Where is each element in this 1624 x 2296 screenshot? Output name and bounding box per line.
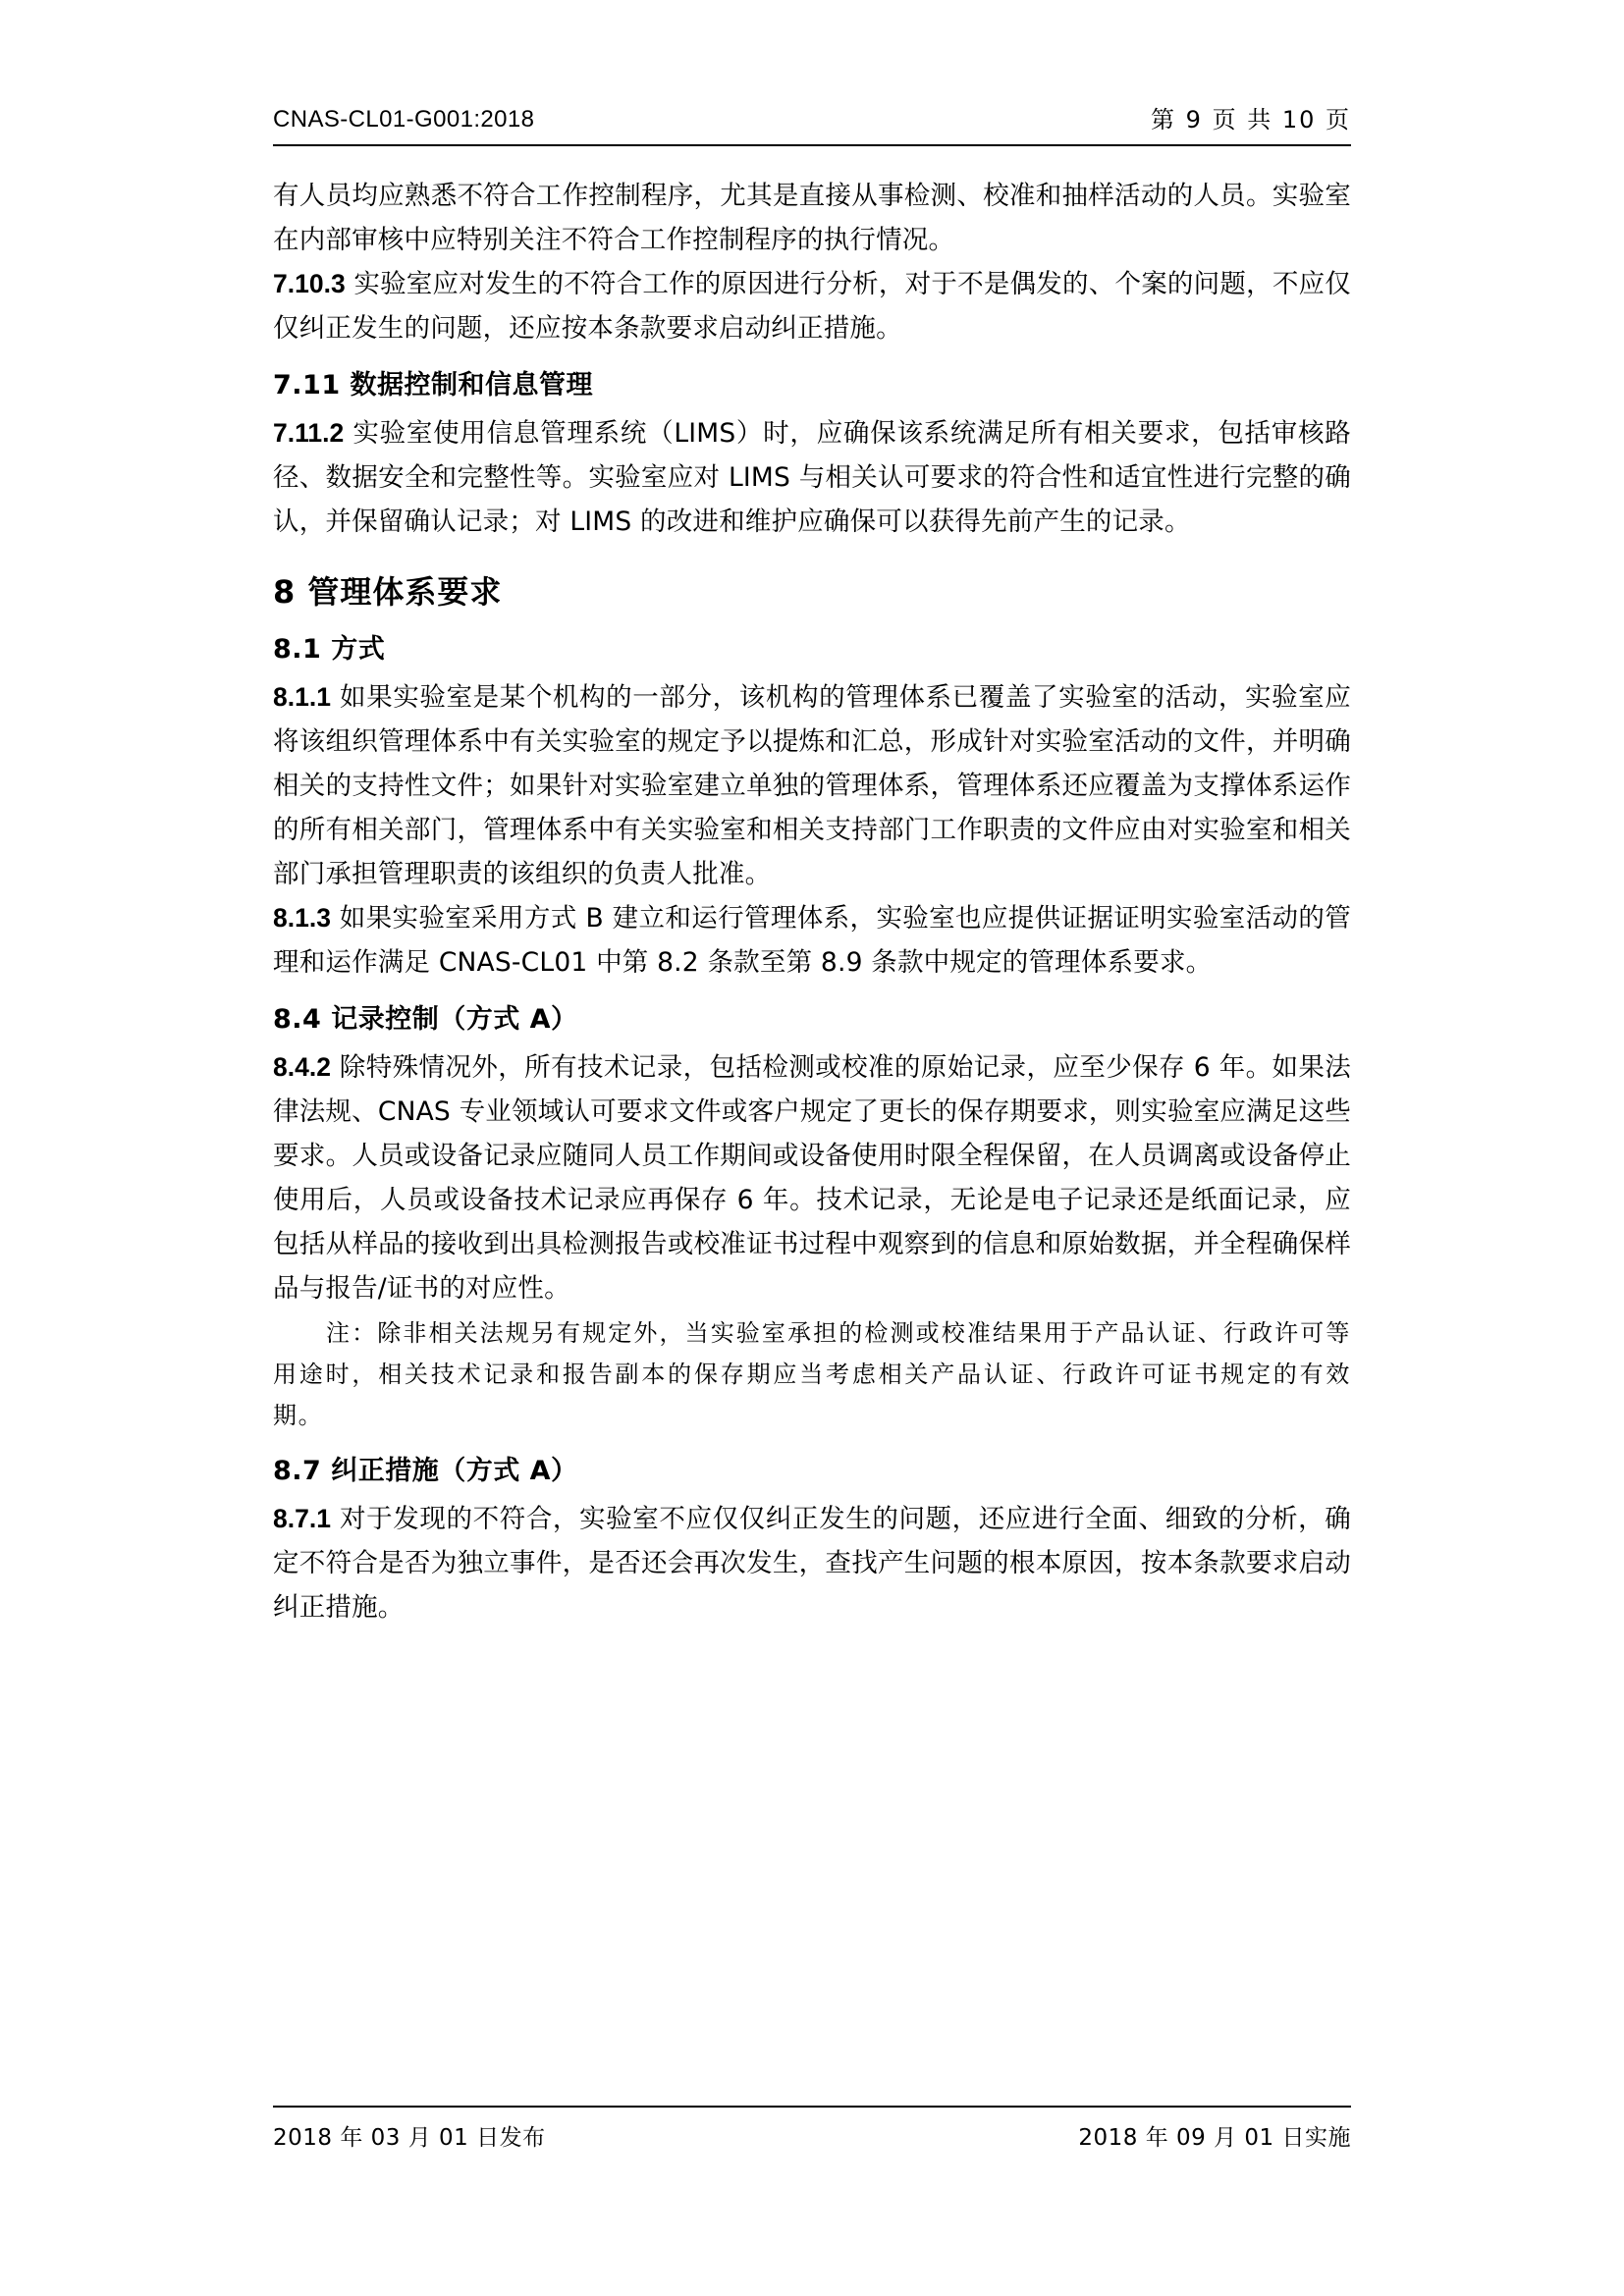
clause-text-7-11-2: 实验室使用信息管理系统（LIMS）时，应确保该系统满足所有相关要求，包括审核路径、数据安全和完整性等。实验室应对 LIMS 与相关认可要求的符合性和适宜性进行完整的确认，并保留确认记录；对 LIMS 的改进和维护应确保可以获得先前产生的记录。 [273,417,1351,537]
clause-number-8-1-1: 8.1.1 [273,681,331,712]
clause-text-8-4-2: 除特殊情况外，所有技术记录，包括检测或校准的原始记录，应至少保存 6 年。如果法律法规、CNAS 专业领域认可要求文件或客户规定了更长的保存期要求，则实验室应满足这些要求。人员或设备记录应随同人员工作期间或设备使用时限全程保留，在人员调离或设备停止使用后，人员或设备技术记录应再保存 6 年。技术记录，无论是电子记录还是纸面记录，应包括从样品的接收到出具检测报告或校准证书过程中观察到的信息和原始数据，并全程确保样品与报告/证书的对应性。 [273,1051,1351,1304]
clause-text-8-1-1: 如果实验室是某个机构的一部分，该机构的管理体系已覆盖了实验室的活动，实验室应将该组织管理体系中有关实验室的规定予以提炼和汇总，形成针对实验室活动的文件，并明确相关的支持性文件；如果针对实验室建立单独的管理体系，管理体系还应覆盖为支撑体系运作的所有相关部门，管理体系中有关实验室和相关支持部门工作职责的文件应由对实验室和相关部门承担管理职责的该组织的负责人批准。 [273,681,1351,889]
heading-8-1: 8.1 方式 [273,633,386,665]
note-8-4-2: 注：除非相关法规另有规定外，当实验室承担的检测或校准结果用于产品认证、行政许可等用途时，相关技术记录和报告副本的保存期应当考虑相关产品认证、行政许可证书规定的有效期。 [273,1318,1351,1429]
clause-7-10-3 [273,262,1351,350]
document-body [273,174,1351,1629]
clause-text-7-10-3: 实验室应对发生的不符合工作的原因进行分析，对于不是偶发的、个案的问题，不应仅仅纠正发生的问题，还应按本条款要求启动纠正措施。 [273,268,1351,344]
document-code: CNAS-CL01-G001:2018 [273,106,535,133]
footer-effective-date: 2018 年 09 月 01 日实施 [1078,2125,1351,2151]
heading-8-7: 8.7 纠正措施（方式 A） [273,1455,578,1486]
clause-7-11-2 [273,411,1351,544]
clause-number-8-4-2: 8.4.2 [273,1051,331,1082]
heading-7-11: 7.11 数据控制和信息管理 [273,369,594,400]
heading-section-8: 8 管理体系要求 [273,572,503,611]
clause-8-7-1 [273,1497,1351,1629]
clause-8-1-1 [273,675,1351,896]
clause-number-7-11-2: 7.11.2 [273,417,345,448]
page-footer [273,2106,1351,2152]
clause-text-8-7-1: 对于发现的不符合，实验室不应仅仅纠正发生的问题，还应进行全面、细致的分析，确定不符合是否为独立事件，是否还会再次发生，查找产生问题的根本原因，按本条款要求启动纠正措施。 [273,1503,1351,1623]
clause-text-8-1-3: 如果实验室采用方式 B 建立和运行管理体系，实验室也应提供证据证明实验室活动的管理和运作满足 CNAS-CL01 中第 8.2 条款至第 8.9 条款中规定的管理体系要求。 [273,902,1352,978]
page-content [273,106,1351,1629]
clause-8-1-3 [273,896,1351,985]
page-number: 第 9 页 共 10 页 [1151,106,1351,133]
clause-8-4-2 [273,1045,1351,1310]
clause-number-8-7-1: 8.7.1 [273,1503,331,1533]
paragraph-continued: 有人员均应熟悉不符合工作控制程序，尤其是直接从事检测、校准和抽样活动的人员。实验室在内部审核中应特别关注不符合工作控制程序的执行情况。 [273,180,1351,255]
heading-8-4: 8.4 记录控制（方式 A） [273,1003,578,1035]
page-header [273,106,1351,146]
clause-number-7-10-3: 7.10.3 [273,268,346,298]
footer-issue-date: 2018 年 03 月 01 日发布 [273,2125,546,2151]
clause-number-8-1-3: 8.1.3 [273,902,331,933]
